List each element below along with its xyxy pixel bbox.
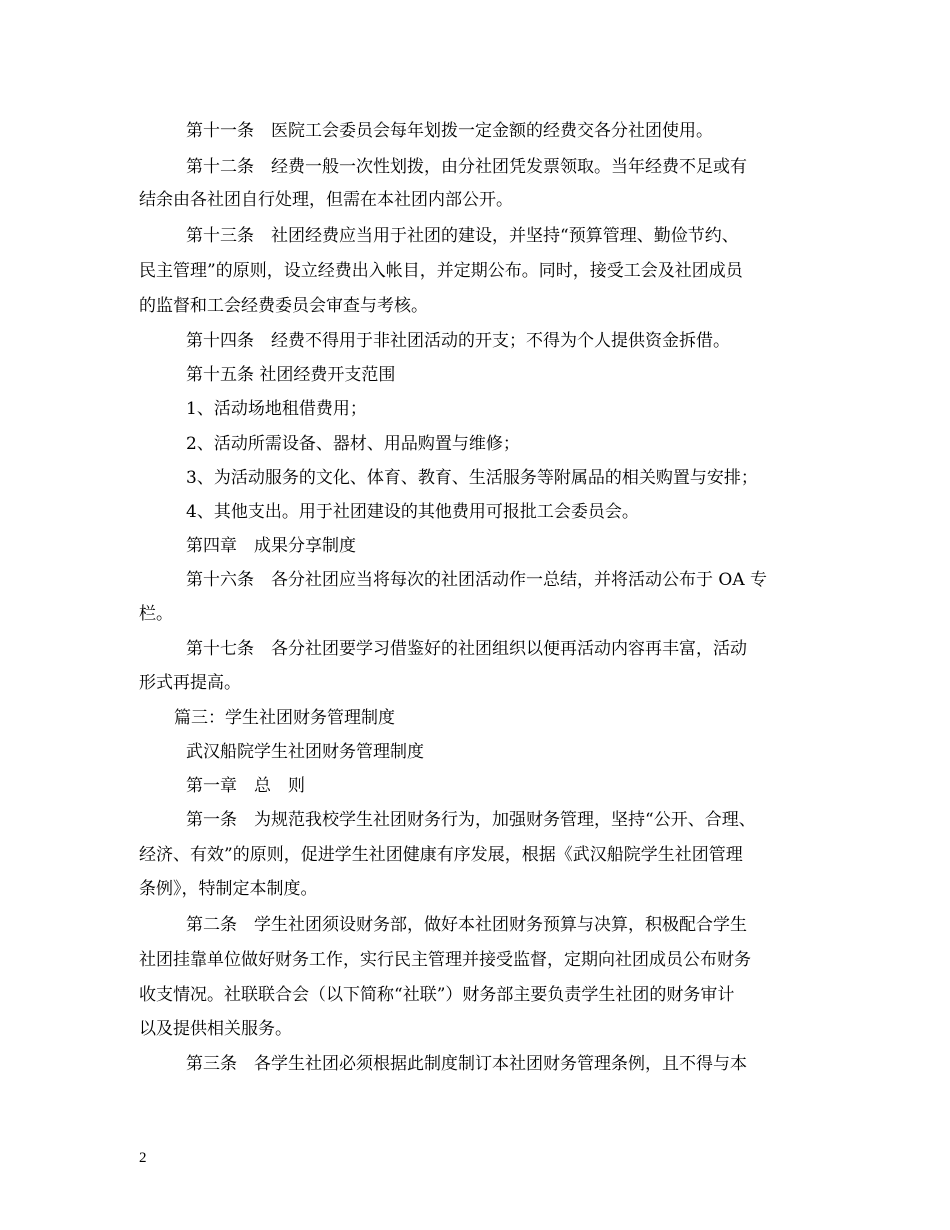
article-16-continuation: 栏。 xyxy=(139,604,173,624)
article-13-continuation-2: 的监督和工会经费委员会审查与考核。 xyxy=(139,296,428,316)
article-3-line: 第三条 各学生社团必须根据此制度制订本社团财务管理条例，且不得与本 xyxy=(186,1054,747,1074)
article-2-continuation-3: 以及提供相关服务。 xyxy=(139,1019,292,1039)
article-17-continuation: 形式再提高。 xyxy=(139,673,241,693)
article-13-line: 第十三条 社团经费应当用于社团的建设，并坚持“预算管理、勤俭节约、 xyxy=(186,226,739,246)
article-17-line: 第十七条 各分社团要学习借鉴好的社团组织以便再活动内容再丰富，活动 xyxy=(186,639,747,659)
article-1-continuation-1: 经济、有效”的原则，促进学生社团健康有序发展，根据《武汉船院学生社团管理 xyxy=(139,845,743,865)
article-1-continuation-2: 条例》，特制定本制度。 xyxy=(139,879,318,899)
article-2-continuation-2: 收支情况。社联联合会（以下简称“社联”）财务部主要负责学生社团的财务审计 xyxy=(139,985,735,1005)
document-title: 武汉船院学生社团财务管理制度 xyxy=(186,742,424,762)
article-1-line: 第一条 为规范我校学生社团财务行为，加强财务管理，坚持“公开、合理、 xyxy=(186,810,756,830)
article-12-continuation: 结余由各社团自行处理，但需在本社团内部公开。 xyxy=(139,190,513,210)
expense-item-4: 4、其他支出。用于社团建设的其他费用可报批工会委员会。 xyxy=(186,502,639,522)
chapter-4-heading: 第四章 成果分享制度 xyxy=(186,536,356,556)
article-14-line: 第十四条 经费不得用于非社团活动的开支；不得为个人提供资金拆借。 xyxy=(186,331,730,351)
article-2-line: 第二条 学生社团须设财务部，做好本社团财务预算与决算，积极配合学生 xyxy=(186,915,747,935)
chapter-1-heading: 第一章 总 则 xyxy=(186,776,305,796)
article-15-heading: 第十五条 社团经费开支范围 xyxy=(186,365,396,385)
article-11-line: 第十一条 医院工会委员会每年划拨一定金额的经费交各分社团使用。 xyxy=(186,121,713,141)
expense-item-3: 3、为活动服务的文化、体育、教育、生活服务等附属品的相关购置与安排； xyxy=(186,468,758,488)
article-12-line: 第十二条 经费一般一次性划拨，由分社团凭发票领取。当年经费不足或有 xyxy=(186,157,747,177)
article-2-continuation-1: 社团挂靠单位做好财务工作，实行民主管理并接受监督，定期向社团成员公布财务 xyxy=(139,950,751,970)
article-16-line: 第十六条 各分社团应当将每次的社团活动作一总结，并将活动公布于 OA 专 xyxy=(186,570,768,590)
expense-item-2: 2、活动所需设备、器材、用品购置与维修； xyxy=(186,434,520,454)
article-13-continuation-1: 民主管理”的原则，设立经费出入帐目，并定期公布。同时，接受工会及社团成员 xyxy=(139,261,743,281)
section-three-title: 篇三：学生社团财务管理制度 xyxy=(174,708,395,728)
page-number: 2 xyxy=(139,1150,147,1166)
expense-item-1: 1、活动场地租借费用； xyxy=(186,399,367,419)
